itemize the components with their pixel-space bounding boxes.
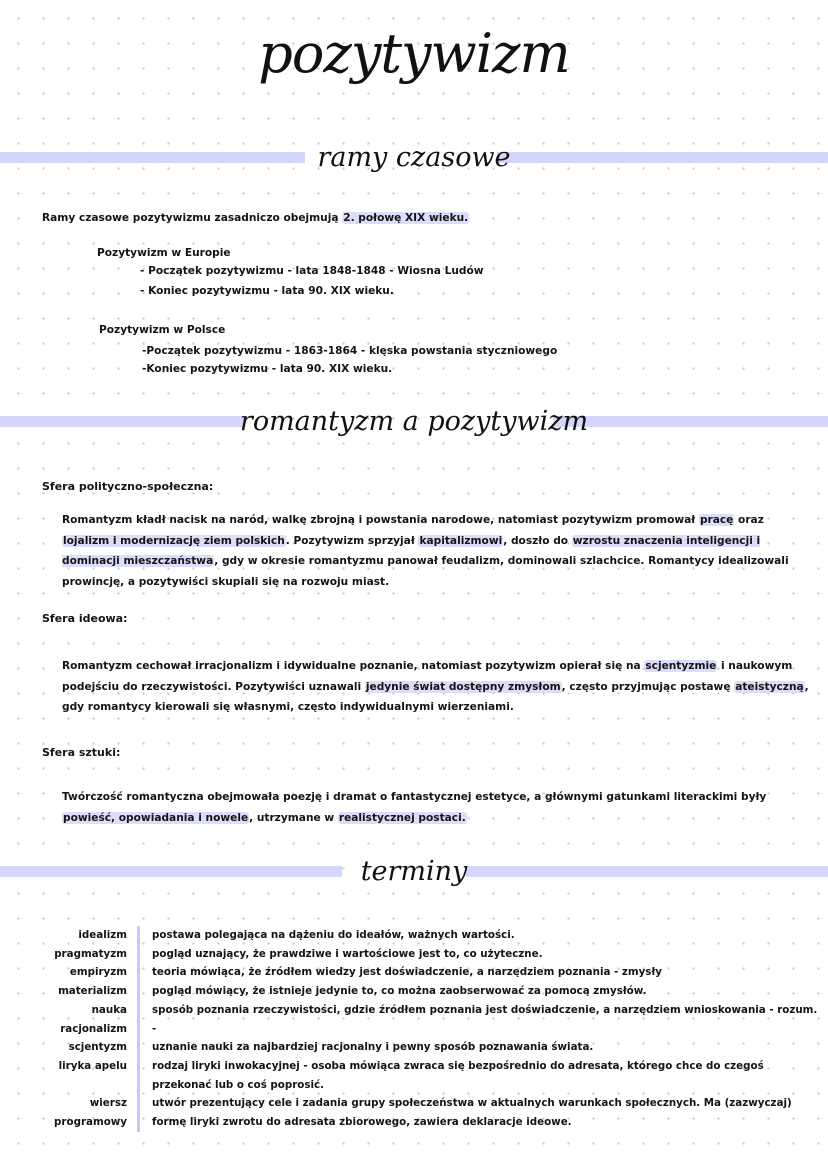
term-name: idealizm — [78, 929, 127, 941]
term-name: wiersz programowy — [54, 1097, 127, 1129]
sphere-political-text: Romantyzm kładł nacisk na naród, walkę zbrojną i powstania narodowe, natomiast pozytywizm promował pracę oraz lojalizm i modernizację ziem polskich. Pozytywizm sprzyjał kapitalizmowi, doszło do wzrostu znaczenia inteligencji i dominacji mieszczaństwa, gdy w okresie romantyzmu panował feudalizm, dominowali szlachcice. Romantycy idealizowali prowincję, a pozytywiści skupiali się na rozwoju miast. — [62, 514, 789, 588]
poland-start: -Początek pozytywizmu - 1863-1864 - klęska powstania styczniowego — [142, 345, 558, 357]
term-definition: pogląd uznający, że prawdziwe i wartościowe jest to, co użyteczne. — [137, 945, 820, 964]
term-row — [20, 1001, 820, 1020]
term-name: racjonalizm — [60, 1022, 127, 1035]
section-title-romantyzm: romantyzm a pozytywizm — [239, 406, 589, 437]
europe-end: - Koniec pozytywizmu - lata 90. XIX wieku. — [140, 285, 394, 297]
term-definition: pogląd mówiący, że istnieje jedynie to, co można zaobserwować za pomocą zmysłów. — [137, 982, 820, 1001]
ramy-intro — [42, 209, 469, 227]
term-row — [20, 982, 820, 1001]
section-title-terminy: terminy — [360, 856, 468, 887]
term-name: empiryzm — [69, 966, 127, 979]
term-name: liryka apelu — [58, 1059, 127, 1072]
terms-list — [20, 926, 820, 1132]
term-row — [20, 1094, 820, 1131]
sphere-ideological-text: Romantyzm cechował irracjonalizm i idywidualne poznanie, natomiast pozytywizm opierał się na scjentyzmie i naukowym podejściu do rzeczywistości. Pozytywiści uznawali jedynie świat dostępny zmysłom, często przyjmując postawę ateistyczną, gdy romantycy kierowali się własnymi, często indywidualnymi wierzeniami. — [62, 660, 809, 713]
term-definition: sposób poznania rzeczywistości, gdzie źródłem poznania jest doświadczenie, a narzędziem wnioskowania - rozum. — [137, 1001, 820, 1020]
term-definition: teoria mówiąca, że źródłem wiedzy jest doświadczenie, a narzędziem poznania - zmysły — [137, 963, 820, 982]
sphere-political-label: Sfera polityczno-społeczna: — [42, 480, 214, 493]
section-header-ramy — [0, 138, 828, 178]
term-name: pragmatyzm — [54, 947, 127, 960]
term-row — [20, 945, 820, 964]
ramy-intro-highlight: 2. połowę XIX wieku. — [343, 212, 469, 224]
term-row — [20, 1020, 820, 1039]
term-name: scjentyzm — [68, 1041, 127, 1054]
term-name: nauka — [91, 1003, 127, 1016]
term-definition: postawa polegająca na dążeniu do ideałów, ważnych wartości. — [137, 926, 820, 945]
term-row — [20, 926, 820, 945]
term-definition: uznanie nauki za najbardziej racjonalny i pewny sposób poznawania świata. — [137, 1038, 820, 1057]
term-definition: utwór prezentujący cele i zadania grupy społeczeństwa w aktualnych warunkach społecznych. Ma (zazwyczaj) formę liryki zwrotu do adresata zbiorowego, zawiera deklaracje ideowe. — [137, 1094, 820, 1131]
poland-label: Pozytywizm w Polsce — [99, 324, 226, 336]
term-definition: - — [137, 1020, 820, 1039]
term-name: materializm — [58, 985, 127, 998]
term-row — [20, 1038, 820, 1057]
term-definition: rodzaj liryki inwokacyjnej - osoba mówiąca zwraca się bezpośrednio do adresata, którego chce do czegoś przekonać lub o coś poprosić. — [137, 1057, 820, 1094]
term-row — [20, 963, 820, 982]
section-header-romantyzm — [0, 402, 828, 442]
poland-end: -Koniec pozytywizmu - lata 90. XIX wieku. — [142, 363, 393, 375]
section-header-terminy — [0, 852, 828, 892]
ramy-intro-text: Ramy czasowe pozytywizmu zasadniczo obejmują — [42, 212, 343, 224]
sphere-art-label: Sfera sztuki: — [42, 746, 121, 759]
europe-start: - Początek pozytywizmu - lata 1848-1848 - Wiosna Ludów — [140, 265, 484, 277]
section-title-ramy: ramy czasowe — [317, 142, 511, 173]
europe-label: Pozytywizm w Europie — [97, 247, 231, 259]
term-row — [20, 1057, 820, 1094]
sphere-ideological-label: Sfera ideowa: — [42, 612, 128, 625]
page-title: pozytywizm — [258, 22, 570, 85]
sphere-art-text: Twórczość romantyczna obejmowała poezję i dramat o fantastycznej estetyce, a głównymi gatunkami literackimi były powieść, opowiadania i nowele, utrzymane w realistycznej postaci. — [62, 791, 767, 824]
